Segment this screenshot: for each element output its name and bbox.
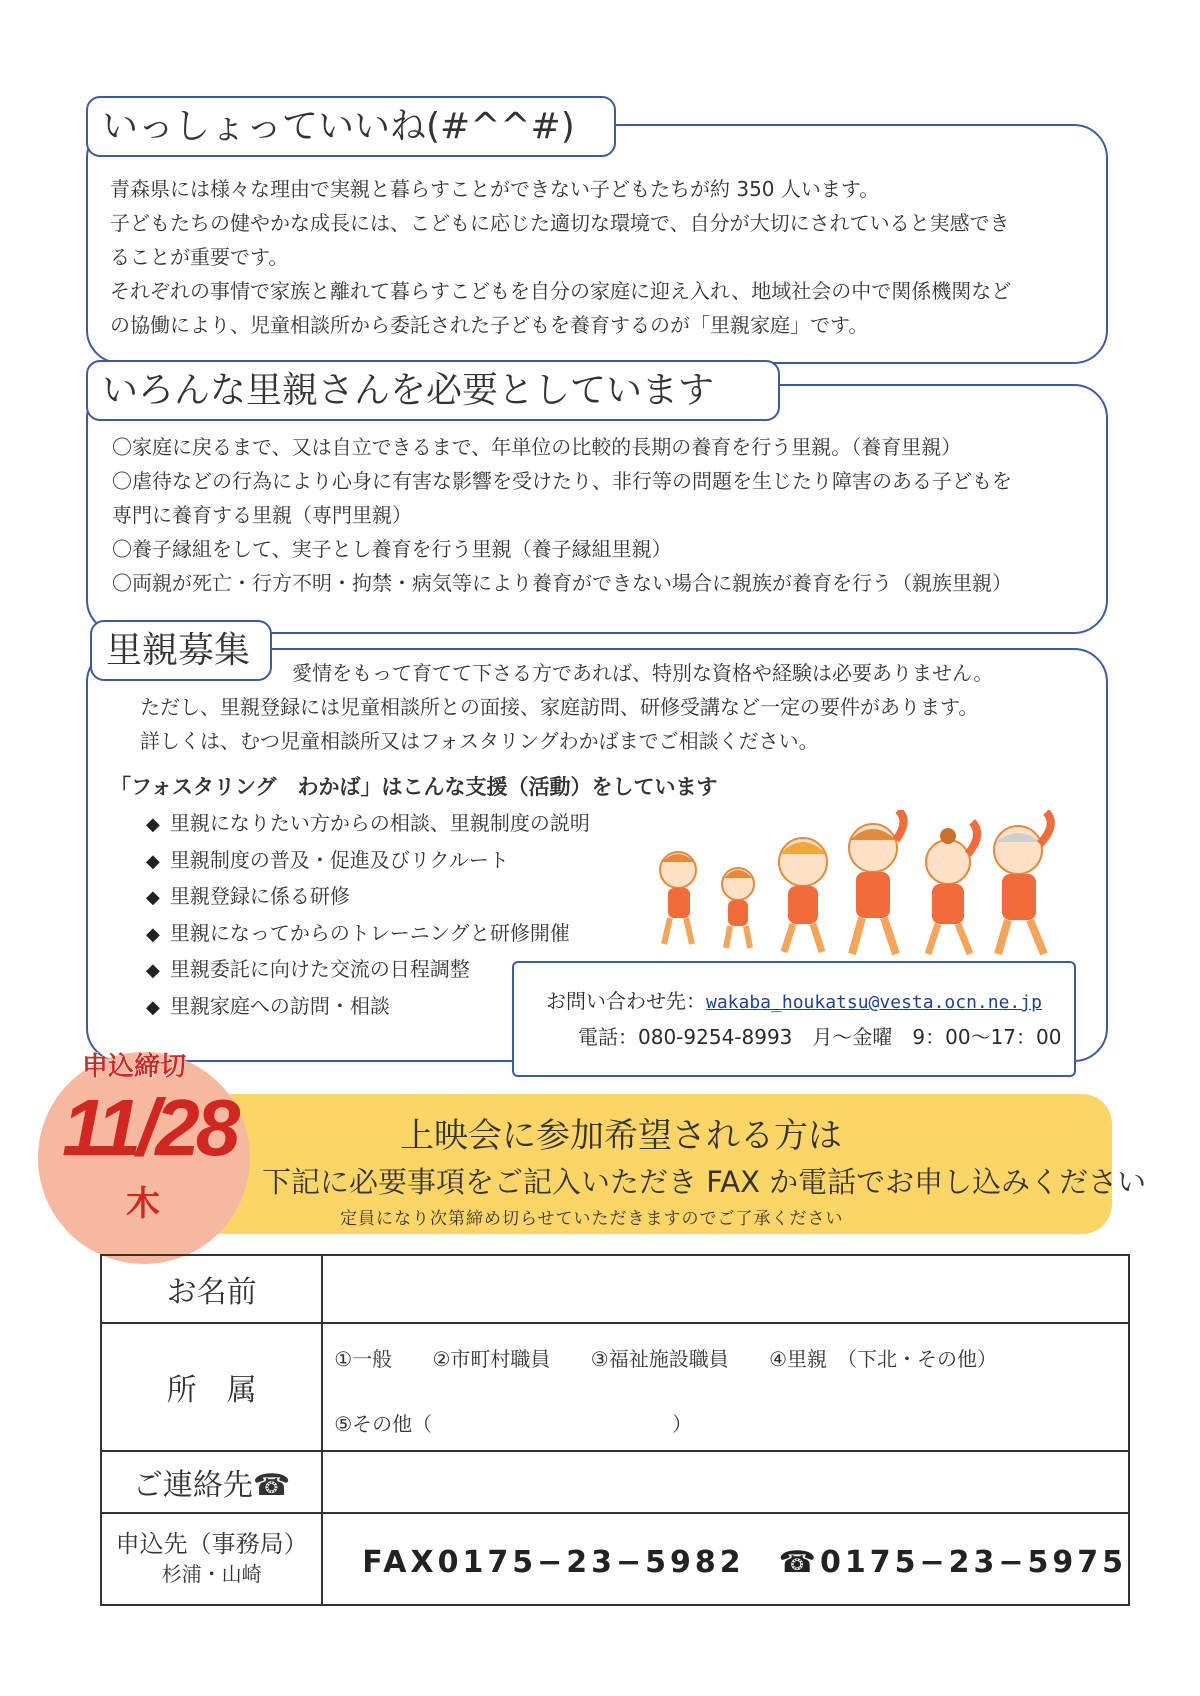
deadline-label: 申込締切 xyxy=(82,1052,187,1082)
apply-label: 申込先（事務局） xyxy=(115,1530,308,1558)
affiliation-option[interactable]: ①一般 xyxy=(334,1347,393,1371)
deadline-date: 11/28 xyxy=(62,1083,237,1172)
affiliation-option[interactable]: ②市町村職員 xyxy=(432,1347,551,1371)
intro-line: ることが重要です。 xyxy=(110,245,289,269)
types-text xyxy=(112,430,1012,600)
types-line: 専門に養育する里親（専門里親） xyxy=(112,503,412,527)
application-form xyxy=(100,1254,1130,1606)
recruit-text xyxy=(126,656,993,758)
intro-text xyxy=(110,172,1011,342)
person-figure xyxy=(849,810,904,954)
contact-phone-line: 電話：080-9254-8993 月～金曜 9：00～17：00 xyxy=(578,1025,1062,1049)
types-title: いろんな里親さんを必要としています xyxy=(86,360,780,421)
intro-line: 青森県には様々な理由で実親と暮らすことができない子どもたちが約 350 人います。 xyxy=(110,177,880,201)
name-label: お名前 xyxy=(101,1255,322,1323)
support-item: ◆ 里親制度の普及・促進及びリクルート xyxy=(146,847,509,872)
contact-email-link[interactable]: wakaba_houkatsu@vesta.ocn.ne.jp xyxy=(706,992,1042,1013)
support-item: ◆ 里親家庭への訪問・相談 xyxy=(146,993,390,1018)
types-line: 〇家庭に戻るまで、又は自立できるまで、年単位の比較的長期の養育を行う里親。（養育里親） xyxy=(112,435,962,459)
intro-line: それぞれの事情で家族と離れて暮らすこどもを自分の家庭に迎え入れ、地域社会の中で関係機関など xyxy=(110,279,1012,303)
fax-phone-cell xyxy=(322,1513,1129,1605)
diamond-bullet-icon: ◆ xyxy=(146,887,160,908)
apply-names: 杉浦・山崎 xyxy=(161,1562,262,1586)
diamond-bullet-icon: ◆ xyxy=(146,960,160,981)
apply-label-cell xyxy=(101,1513,322,1605)
affiliation-option[interactable]: ③福祉施設職員 xyxy=(590,1347,729,1371)
affiliation-field[interactable] xyxy=(322,1323,1129,1451)
intro-title: いっしょっていいね(#^^#) xyxy=(86,96,616,157)
support-item: ◆ 里親委託に向けた交流の日程調整 xyxy=(146,957,470,981)
affiliation-other[interactable]: ⑤その他（ ） xyxy=(334,1412,693,1436)
banner-note: 定員になり次第締め切らせていただきますのでご了承ください xyxy=(340,1209,844,1229)
contact-label: お問い合わせ先： xyxy=(546,989,706,1013)
types-line: 〇虐待などの行為により心身に有害な影響を受けたり、非行等の問題を生じたり障害のある子どもを xyxy=(112,469,1012,493)
diamond-bullet-icon: ◆ xyxy=(146,923,160,945)
contact-email-line xyxy=(546,985,1042,1014)
person-figure xyxy=(660,852,696,944)
types-line: 〇両親が死亡・行方不明・拘禁・病気等により養育ができない場合に親族が養育を行う（親族里親） xyxy=(112,571,1012,595)
deadline-badge xyxy=(38,1052,250,1264)
banner-subtitle: 下記に必要事項をご記入いただき FAX か電話でお申し込みください xyxy=(262,1165,1147,1199)
diamond-bullet-icon: ◆ xyxy=(146,996,160,1018)
name-field[interactable] xyxy=(322,1255,1129,1323)
intro-line: 子どもたちの健やかな成長には、こどもに応じた適切な環境で、自分が大切にされていると実感でき xyxy=(110,211,1010,235)
diamond-bullet-icon: ◆ xyxy=(146,814,160,835)
contact-label-cell: ご連絡先☎ xyxy=(101,1451,322,1513)
affiliation-options xyxy=(334,1343,1127,1372)
family-exercise-illustration xyxy=(648,810,1078,960)
deadline-day: 木 xyxy=(126,1184,160,1224)
support-item: ◆ 里親になってからのトレーニングと研修開催 xyxy=(146,920,570,945)
person-figure xyxy=(779,838,827,952)
application-banner xyxy=(150,1094,1147,1234)
person-figure xyxy=(926,822,977,954)
fax-phone-numbers: FAX0175−23−5982 ☎0175−23−5975 xyxy=(362,1545,1127,1580)
recruit-line: 愛情をもって育てて下さる方であれば、特別な資格や経験は必要ありません。 xyxy=(292,661,994,685)
recruit-title: 里親募集 xyxy=(90,620,272,681)
person-figure xyxy=(994,812,1051,954)
banner-title: 上映会に参加希望される方は xyxy=(400,1116,842,1156)
support-heading: 「フォスタリング わかば」はこんな支援（活動）をしています xyxy=(110,775,718,799)
support-item: ◆ 里親登録に係る研修 xyxy=(146,884,350,908)
support-item: ◆ 里親になりたい方からの相談、里親制度の説明 xyxy=(146,811,590,835)
recruit-line: 詳しくは、むつ児童相談所又はフォスタリングわかばまでご相談ください。 xyxy=(140,729,819,753)
affiliation-option[interactable]: ④里親 （下北・その他） xyxy=(769,1347,998,1371)
recruit-line: ただし、里親登録には児童相談所との面接、家庭訪問、研修受講など一定の要件があります。 xyxy=(140,695,979,719)
person-figure xyxy=(722,868,754,948)
contact-field[interactable] xyxy=(322,1451,1129,1513)
intro-line: の協働により、児童相談所から委託された子どもを養育するのが「里親家庭」です。 xyxy=(110,313,869,337)
affiliation-label: 所 属 xyxy=(101,1323,322,1451)
contact-box xyxy=(512,961,1076,1077)
types-line: 〇養子縁組をして、実子とし養育を行う里親（養子縁組里親） xyxy=(112,537,672,561)
diamond-bullet-icon: ◆ xyxy=(146,850,160,872)
